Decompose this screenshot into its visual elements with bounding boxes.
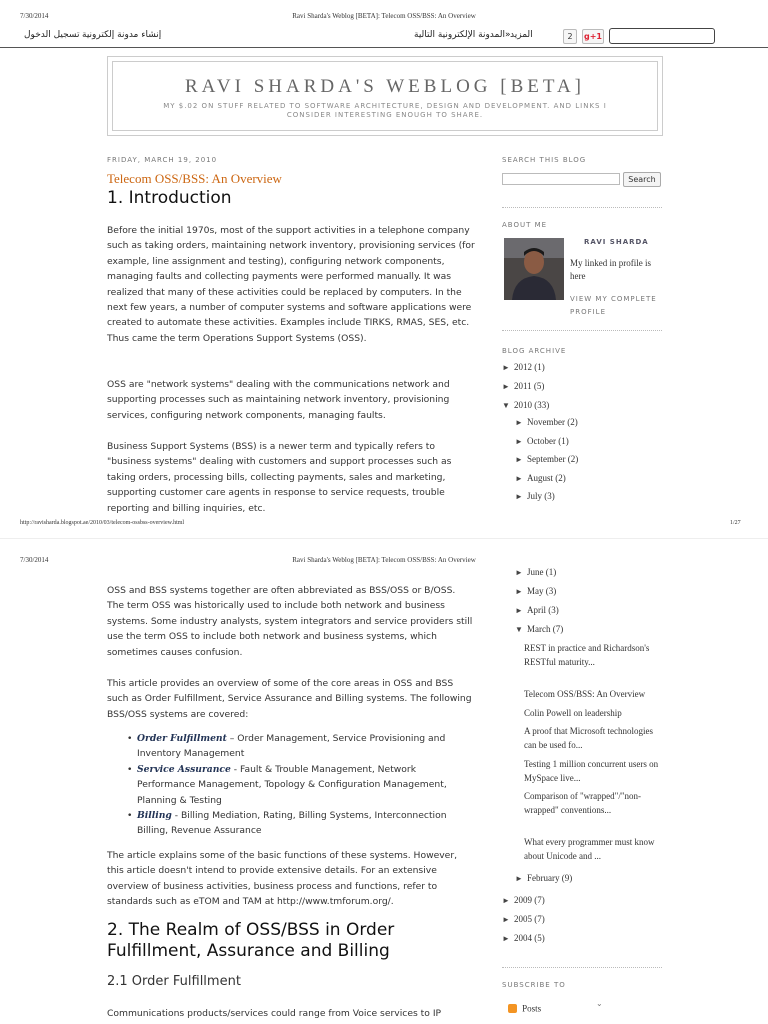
- print-title: Ravi Sharda's Weblog [BETA]: Telecom OSS/BSS: An Overview: [292, 12, 476, 20]
- paragraph-article-scope: This article provides an overview of some of the core areas in OSS and BSS such as Order Fulfillment, Service Assurance and Billing systems. The following BSS/OSS systems are covered:: [107, 678, 472, 720]
- paragraph-order-fulfillment: Communications products/services could range from Voice services to IP: [107, 1008, 442, 1019]
- triangle-right-icon[interactable]: ►: [515, 455, 523, 464]
- archive-item[interactable]: [515, 873, 572, 883]
- archive-count: (9): [559, 873, 573, 883]
- tmforum-link[interactable]: http://www.tmforum.org/: [276, 896, 391, 908]
- view-profile-link[interactable]: VIEW MY COMPLETE PROFILE: [570, 295, 657, 316]
- archive-item[interactable]: [502, 400, 549, 410]
- archive-label[interactable]: 2005: [514, 914, 532, 924]
- sidebar-search-input[interactable]: [502, 173, 620, 185]
- triangle-right-icon[interactable]: ►: [515, 492, 523, 501]
- navbar-search-input[interactable]: [609, 28, 715, 44]
- archive-count: (3): [542, 491, 555, 501]
- subscribe-posts-label: Posts: [522, 1003, 542, 1014]
- archive-label[interactable]: July: [527, 491, 543, 501]
- archive-post-link[interactable]: What every programmer must know about Unicode and ...: [524, 837, 655, 861]
- more-link[interactable]: المزيد: [510, 30, 533, 40]
- archive-count: (33): [532, 400, 550, 410]
- section-heading-introduction: 1. Introduction: [107, 188, 232, 208]
- archive-count: (2): [553, 473, 566, 483]
- archive-heading: BLOG ARCHIVE: [502, 347, 567, 355]
- archive-count: (1): [532, 362, 545, 372]
- triangle-right-icon[interactable]: ►: [502, 915, 510, 924]
- author-bio[interactable]: My linked in profile is here: [570, 258, 651, 281]
- archive-label[interactable]: May: [527, 586, 544, 596]
- archive-post-link[interactable]: Colin Powell on leadership: [524, 708, 622, 718]
- triangle-right-icon[interactable]: ►: [515, 874, 523, 883]
- next-blog-link[interactable]: المدونة الإلكترونية التالية»: [414, 30, 511, 40]
- archive-item[interactable]: [515, 417, 578, 427]
- gplus-count: 2: [563, 29, 577, 44]
- archive-label[interactable]: June: [527, 567, 544, 577]
- paragraph-intro-2: OSS are "network systems" dealing with the communications network and supporting processes such as maintaining network inventory, provisioning services, configuring network components, managing faults.: [107, 379, 450, 421]
- archive-item[interactable]: [515, 567, 556, 577]
- archive-post-link[interactable]: REST in practice and Richardson's RESTful maturity...: [524, 643, 650, 667]
- list-item: • Service Assurance - Fault & Trouble Management, Network Performance Management, Topology & Configuration Management, Planning & Testing: [127, 763, 447, 806]
- paragraph-intro-1: Before the initial 1970s, most of the support activities in a telephone company such as taking orders, maintaining network inventory, provisioning services (for example, line assignment and testing), configuring network components, managing faults and collecting payments were performed manually. It was realized that many of these activities could be replaced by computers. In the next few years, a number of computer systems and software applications were created to automate these activities. Examples include TIRKS, RMAS, SES, etc. Thus came the term Operations Support Systems (OSS).: [107, 225, 475, 344]
- sidebar-divider: [502, 207, 662, 208]
- archive-count: (5): [532, 933, 545, 943]
- archive-item[interactable]: [515, 473, 566, 483]
- archive-count: (7): [532, 914, 545, 924]
- list-item: • Billing - Billing Mediation, Rating, Billing Systems, Interconnection Billing, Revenue Assurance: [127, 810, 447, 837]
- subsection-heading-order-fulfillment: 2.1 Order Fulfillment: [107, 974, 241, 989]
- blog-header: [107, 56, 663, 136]
- archive-label[interactable]: 2009: [514, 895, 532, 905]
- triangle-right-icon[interactable]: ►: [515, 587, 523, 596]
- paragraph-standards: The article explains some of the basic functions of these systems. However, this article doesn't intend to provide extensive details. For an extensive overview of business activities, business process and functions, refer to standards such as eTOM and TAM at http://www.tmforum.org/.: [107, 850, 458, 908]
- archive-label[interactable]: 2004: [514, 933, 532, 943]
- archive-post-link[interactable]: Comparison of "wrapped"/"non-wrapped" conventions...: [524, 791, 641, 815]
- section-heading-realm: 2. The Realm of OSS/BSS in Order Fulfillment, Assurance and Billing: [107, 920, 395, 961]
- archive-label[interactable]: 2012: [514, 362, 532, 372]
- search-button[interactable]: Search: [623, 172, 661, 187]
- footer-page-number: 1/27: [730, 520, 741, 526]
- triangle-right-icon[interactable]: ►: [515, 418, 523, 427]
- archive-item[interactable]: [515, 586, 556, 596]
- archive-label[interactable]: 2011: [514, 381, 532, 391]
- archive-label[interactable]: September: [527, 454, 566, 464]
- archive-item[interactable]: [515, 454, 578, 464]
- archive-count: (7): [550, 624, 564, 634]
- archive-item[interactable]: [515, 436, 569, 446]
- archive-item[interactable]: [502, 362, 545, 372]
- archive-label[interactable]: April: [527, 605, 546, 615]
- archive-count: (1): [556, 436, 569, 446]
- triangle-down-icon[interactable]: ▼: [502, 401, 510, 410]
- author-photo[interactable]: [504, 238, 564, 300]
- print-title-page2: Ravi Sharda's Weblog [BETA]: Telecom OSS/BSS: An Overview: [292, 556, 476, 564]
- blog-title[interactable]: RAVI SHARDA'S WEBLOG [BETA]: [184, 76, 585, 97]
- archive-item[interactable]: [515, 624, 563, 634]
- triangle-right-icon[interactable]: ►: [502, 363, 510, 372]
- archive-label[interactable]: February: [527, 873, 560, 883]
- archive-post-link[interactable]: A proof that Microsoft technologies can be used fo...: [524, 726, 653, 750]
- archive-label[interactable]: October: [527, 436, 556, 446]
- about-heading: ABOUT ME: [502, 221, 548, 229]
- gplus-button[interactable]: g+1: [582, 29, 604, 44]
- subscribe-heading: SUBSCRIBE TO: [502, 981, 566, 989]
- triangle-right-icon[interactable]: ►: [502, 382, 510, 391]
- triangle-down-icon[interactable]: ▼: [515, 625, 523, 634]
- bullet-keyword: Billing: [137, 810, 172, 822]
- blogger-navbar: [0, 20, 768, 48]
- paragraph-oss-bss: OSS and BSS systems together are often abbreviated as BSS/OSS or B/OSS. The term OSS was historically used to include both network and business systems. Some industry analysts, system integrators and service providers still use the term OSS to include both network and business systems, which sometimes causes confusion.: [107, 585, 473, 658]
- triangle-right-icon[interactable]: ►: [502, 896, 510, 905]
- sign-in-link[interactable]: تسجيل الدخول: [24, 30, 80, 40]
- print-date: 7/30/2014: [20, 12, 49, 20]
- archive-post-link[interactable]: Testing 1 million concurrent users on MySpace live...: [524, 759, 659, 783]
- bullet-keyword: Service Assurance: [137, 763, 231, 775]
- archive-count: (2): [565, 454, 579, 464]
- archive-item[interactable]: [502, 914, 545, 924]
- blog-description: MY $.02 ON STUFF RELATED TO SOFTWARE ARCHITECTURE, DESIGN AND DEVELOPMENT. AND LINKS I CONSIDER INTERESTING ENOUGH TO SHARE.: [163, 102, 607, 119]
- post-date: FRIDAY, MARCH 19, 2010: [107, 156, 218, 164]
- author-name[interactable]: RAVI SHARDA: [584, 238, 649, 246]
- archive-item[interactable]: [502, 381, 544, 391]
- sidebar-divider: [502, 330, 662, 331]
- subscribe-posts-dropdown[interactable]: [508, 998, 606, 1012]
- search-heading: SEARCH THIS BLOG: [502, 156, 587, 164]
- archive-item[interactable]: [502, 895, 545, 905]
- archive-count: (3): [546, 605, 559, 615]
- archive-item[interactable]: [502, 933, 545, 943]
- chevron-down-icon: ⌄: [596, 999, 603, 1008]
- feed-icon: [508, 1004, 517, 1013]
- archive-post-link[interactable]: Telecom OSS/BSS: An Overview: [524, 689, 646, 699]
- archive-label[interactable]: 2010: [514, 400, 532, 410]
- archive-item[interactable]: [515, 605, 559, 615]
- archive-count: (3): [543, 586, 557, 596]
- triangle-right-icon[interactable]: ►: [515, 606, 523, 615]
- post-title[interactable]: Telecom OSS/BSS: An Overview: [107, 171, 282, 186]
- triangle-right-icon[interactable]: ►: [515, 568, 523, 577]
- create-blog-link[interactable]: إنشاء مدونة إلكترونية: [82, 30, 162, 40]
- archive-count: (7): [532, 895, 545, 905]
- triangle-right-icon[interactable]: ►: [515, 474, 523, 483]
- list-item: • Order Fulfillment – Order Management, Service Provisioning and Inventory Management: [127, 733, 446, 760]
- triangle-right-icon[interactable]: ►: [515, 437, 523, 446]
- sidebar-divider: [502, 967, 662, 968]
- archive-item[interactable]: [515, 491, 555, 501]
- archive-count: (1): [543, 567, 557, 577]
- page-break: [0, 538, 768, 548]
- archive-label[interactable]: August: [527, 473, 554, 483]
- bullet-keyword: Order Fulfillment: [137, 733, 227, 744]
- archive-count: (5): [531, 381, 545, 391]
- systems-list: [127, 731, 477, 839]
- triangle-right-icon[interactable]: ►: [502, 934, 510, 943]
- print-date-page2: 7/30/2014: [20, 556, 49, 564]
- paragraph-intro-3: Business Support Systems (BSS) is a newer term and typically refers to "business systems" dealing with customers and support processes such as taking orders, processing bills, collecting payments, sales and marketing, supporting customer care agents in response to service requests, trouble reporting and billing inquiries, etc.: [107, 441, 452, 514]
- archive-label[interactable]: March: [527, 624, 551, 634]
- archive-label[interactable]: November: [527, 417, 565, 427]
- archive-count: (2): [565, 417, 578, 427]
- footer-url: http://ravisharda.blogspot.ae/2010/03/telecom-ossbss-overview.html: [20, 520, 185, 526]
